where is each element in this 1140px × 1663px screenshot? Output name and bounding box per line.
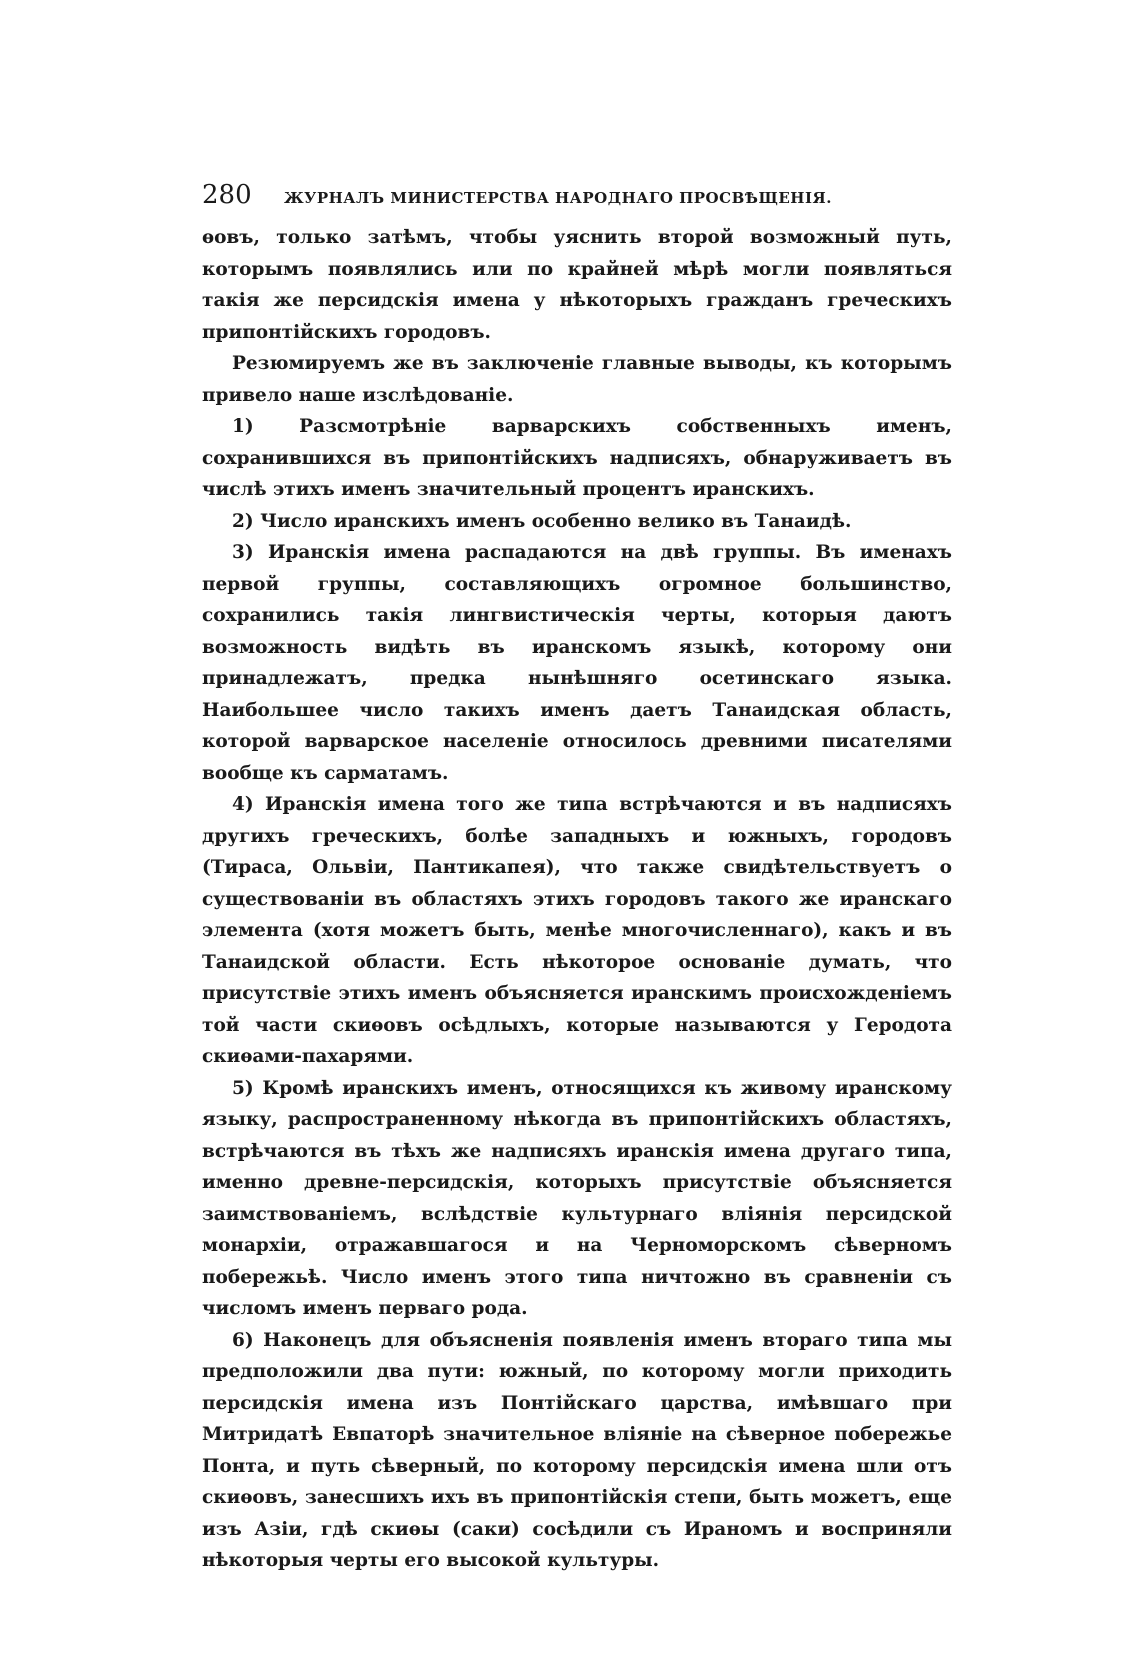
page-header bbox=[202, 180, 952, 210]
paragraph-conclusion-6: 6) Наконецъ для объясненія появленія именъ втораго типа мы предположили два пути: южный, по которому могли приходить персидскія имена изъ Понтійскаго царства, имѣвшаго при Митридатѣ Евпаторѣ значительное вліяніе на сѣверное побережье Понта, и путь сѣверный, по которому персидскія имена шли отъ скиѳовъ, занесшихъ ихъ въ припонтійскія степи, быть можетъ, еще изъ Азіи, гдѣ скиѳы (саки) сосѣдили съ Ираномъ и восприняли нѣкоторыя черты его высокой культуры. bbox=[202, 1329, 952, 1571]
running-title: ЖУРНАЛЪ МИНИСТЕРСТВА НАРОДНАГО ПРОСВѢЩЕНІЯ. bbox=[284, 189, 832, 207]
body-text bbox=[202, 222, 952, 1577]
paragraph-summary-intro: Резюмируемъ же въ заключеніе главные выводы, къ которымъ привело наше изслѣдованіе. bbox=[202, 353, 952, 406]
paragraph-conclusion-1: 1) Разсмотрѣніе варварскихъ собственныхъ именъ, сохранившихся въ припонтійскихъ надписяхъ, обнаруживаетъ въ числѣ этихъ именъ значительный процентъ иранскихъ. bbox=[202, 416, 952, 500]
page-number: 280 bbox=[202, 180, 252, 210]
paragraph-continuation: ѳовъ, только затѣмъ, чтобы уяснить второй возможный путь, которымъ появлялись или по крайней мѣрѣ могли появляться такія же персидскія имена у нѣкоторыхъ гражданъ греческихъ припонтійскихъ городовъ. bbox=[202, 227, 952, 343]
paragraph-conclusion-5: 5) Кромѣ иранскихъ именъ, относящихся къ живому иранскому языку, распространенному нѣкогда въ припонтійскихъ областяхъ, встрѣчаются въ тѣхъ же надписяхъ иранскія имена другаго типа, именно древне-персидскія, которыхъ присутствіе объясняется заимствованіемъ, вслѣдствіе культурнаго вліянія персидской монархіи, отражавшагося и на Черноморскомъ сѣверномъ побережьѣ. Число именъ этого типа ничтожно въ сравненіи съ числомъ именъ перваго рода. bbox=[202, 1077, 952, 1319]
book-page bbox=[202, 180, 952, 1577]
paragraph-conclusion-4: 4) Иранскія имена того же типа встрѣчаются и въ надписяхъ другихъ греческихъ, болѣе западныхъ и южныхъ, городовъ (Тираса, Ольвіи, Пантикапея), что также свидѣтельствуетъ о существованіи въ областяхъ этихъ городовъ такого же иранскаго элемента (хотя можетъ быть, менѣе многочисленнаго), какъ и въ Танаидской области. Есть нѣкоторое основаніе думать, что присутствіе этихъ именъ объясняется иранскимъ происхожденіемъ той части скиѳовъ осѣдлыхъ, которые называются у Геродота скиѳами-пахарями. bbox=[202, 794, 952, 1067]
paragraph-conclusion-2: 2) Число иранскихъ именъ особенно велико въ Танаидѣ. bbox=[232, 510, 852, 532]
paragraph-conclusion-3: 3) Иранскія имена распадаются на двѣ группы. Въ именахъ первой группы, составляющихъ огромное большинство, сохранились такія лингвистическія черты, которыя даютъ возможность видѣть въ иранскомъ языкѣ, которому они принадлежатъ, предка нынѣшняго осетинскаго языка. Наибольшее число такихъ именъ даетъ Танаидская область, которой варварское населеніе относилось древними писателями вообще къ сарматамъ. bbox=[202, 542, 952, 784]
